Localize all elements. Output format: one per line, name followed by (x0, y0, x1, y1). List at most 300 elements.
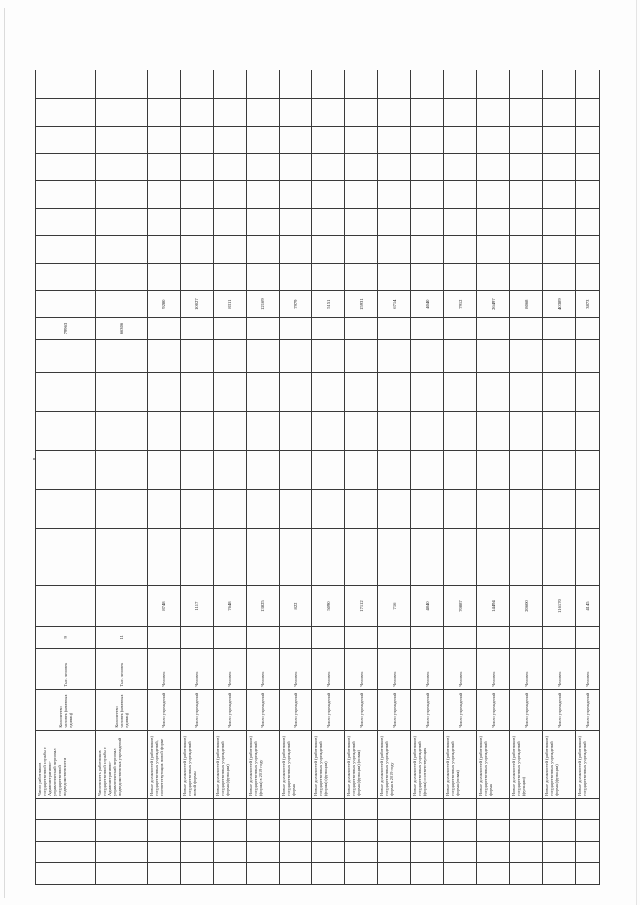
table-row (147, 70, 180, 885)
table-cell (96, 412, 147, 451)
table-cell (576, 339, 600, 372)
row-unit-label: Количество человек (штатных единиц) (96, 689, 147, 730)
table-cell (543, 99, 576, 126)
table-cell (444, 181, 477, 208)
table-cell (246, 154, 279, 181)
row-total: 8748 (147, 586, 180, 627)
table-cell (477, 373, 510, 412)
row-total: 5090 (312, 586, 345, 627)
table-cell (543, 412, 576, 451)
table-cell (543, 126, 576, 153)
table-cell (411, 863, 444, 885)
table-cell (279, 208, 312, 235)
row-unit-label: Число учреждений (411, 689, 444, 730)
row-total: 716 (378, 586, 411, 627)
table-cell (213, 181, 246, 208)
table-cell (543, 236, 576, 263)
row-total: 70887 (444, 586, 477, 627)
table-cell (510, 181, 543, 208)
row-total: 822 (279, 586, 312, 627)
row-unit-label: Число учреждений (543, 689, 576, 730)
table-cell (96, 529, 147, 586)
table-cell (543, 863, 576, 885)
row-value: 9280 (147, 290, 180, 317)
table-cell (246, 529, 279, 586)
table-row (246, 70, 279, 885)
table-cell (576, 126, 600, 153)
table-cell (279, 126, 312, 153)
table-cell (180, 181, 213, 208)
table-cell (378, 318, 411, 340)
table-cell (279, 842, 312, 864)
row-total: 7648 (213, 586, 246, 627)
table-cell (279, 154, 312, 181)
table-cell (147, 799, 180, 821)
table-cell (510, 126, 543, 153)
table-cell (180, 451, 213, 490)
table-cell (147, 373, 180, 412)
table-cell (345, 99, 378, 126)
row-value: 12169 (246, 290, 279, 317)
table-cell (312, 70, 345, 99)
row-description: Новые должностей (работников) государственных учреждений новой формы (180, 730, 213, 798)
table-cell (477, 208, 510, 235)
table-cell (213, 373, 246, 412)
table-cell (96, 236, 147, 263)
table-cell (36, 339, 96, 372)
table-cell (312, 339, 345, 372)
table-cell (411, 263, 444, 290)
table-cell (246, 70, 279, 99)
table-cell (213, 339, 246, 372)
table-cell (411, 154, 444, 181)
table-cell (576, 154, 600, 181)
table-cell (510, 236, 543, 263)
table-cell (510, 154, 543, 181)
table-cell (213, 236, 246, 263)
table-cell (96, 70, 147, 99)
row-total: 20600 (510, 586, 543, 627)
table-cell (246, 99, 279, 126)
row-value: 7912 (444, 290, 477, 317)
row-description: Численность работников государственной службы с Административно-управленческий персонал подведомственных учреждений (96, 730, 147, 798)
row-column-number: 11 (96, 627, 147, 649)
table-cell (576, 263, 600, 290)
table-cell (411, 126, 444, 153)
row-total: 4145 (576, 586, 600, 627)
row-unit: Человек (246, 648, 279, 689)
table-cell (444, 863, 477, 885)
row-unit-label: Число учреждений (213, 689, 246, 730)
table-cell (345, 820, 378, 842)
table-cell (36, 842, 96, 864)
table-cell (543, 451, 576, 490)
rotated-table (35, 70, 600, 885)
table-cell (378, 208, 411, 235)
table-cell (411, 412, 444, 451)
table-cell (213, 208, 246, 235)
table-cell (576, 490, 600, 529)
row-description: Новые должностей (работников) государственных учреждений форма в 2019 году (378, 730, 411, 798)
table-cell (444, 99, 477, 126)
table-cell (36, 236, 96, 263)
table-cell (36, 70, 96, 99)
table-cell (345, 529, 378, 586)
table-row (36, 70, 96, 885)
table-cell (312, 799, 345, 821)
row-unit: Человек (279, 648, 312, 689)
table-cell (444, 263, 477, 290)
table-cell (36, 451, 96, 490)
table-cell (96, 290, 147, 317)
table-cell (345, 318, 378, 340)
table-cell (96, 154, 147, 181)
table-cell (510, 820, 543, 842)
table-cell (576, 373, 600, 412)
row-value: 26497 (477, 290, 510, 317)
table-cell (411, 318, 444, 340)
table-cell (510, 799, 543, 821)
row-value: 7979 (279, 290, 312, 317)
row-total: 14494 (477, 586, 510, 627)
table-cell (36, 799, 96, 821)
table-cell (378, 263, 411, 290)
row-unit: Человек (147, 648, 180, 689)
table-cell (147, 842, 180, 864)
table-cell (576, 799, 600, 821)
table-cell (477, 181, 510, 208)
table-cell (543, 627, 576, 649)
row-description: Новые должностей (работников) государственных учреждений (форма) (функции) (312, 730, 345, 798)
table-cell (36, 263, 96, 290)
table-cell (213, 70, 246, 99)
table-cell (345, 126, 378, 153)
row-extra-value: 66306 (96, 318, 147, 340)
row-total: 4840 (411, 586, 444, 627)
table-cell (246, 490, 279, 529)
table-cell (444, 490, 477, 529)
table-cell (378, 842, 411, 864)
table-cell (246, 236, 279, 263)
table-cell (180, 820, 213, 842)
table-cell (213, 412, 246, 451)
table-cell (147, 263, 180, 290)
table-cell (147, 318, 180, 340)
table-cell (411, 70, 444, 99)
row-column-number: 9 (36, 627, 96, 649)
rotated-table-container (35, 70, 600, 885)
table-cell (312, 529, 345, 586)
table-cell (213, 99, 246, 126)
table-cell (180, 842, 213, 864)
table-cell (147, 863, 180, 885)
row-unit-label: Число учреждений (477, 689, 510, 730)
table-cell (576, 99, 600, 126)
table-cell (312, 627, 345, 649)
table-cell (477, 799, 510, 821)
table-cell (345, 799, 378, 821)
table-cell (510, 339, 543, 372)
table-cell (378, 490, 411, 529)
row-value: 8068 (510, 290, 543, 317)
table-cell (279, 451, 312, 490)
table-cell (477, 263, 510, 290)
table-cell (246, 627, 279, 649)
table-cell (147, 339, 180, 372)
table-cell (312, 126, 345, 153)
table-cell (180, 373, 213, 412)
table-cell (543, 339, 576, 372)
row-unit-label: Количество человек (штатных единиц) (36, 689, 96, 730)
table-cell (444, 70, 477, 99)
row-unit: Человек (411, 648, 444, 689)
row-unit-label: Число учреждений (180, 689, 213, 730)
table-cell (411, 208, 444, 235)
table-cell (213, 529, 246, 586)
table-cell (543, 820, 576, 842)
table-cell (279, 318, 312, 340)
table-cell (576, 181, 600, 208)
table-cell (543, 70, 576, 99)
table-cell (246, 373, 279, 412)
row-description: Новые должностей (работников) государственных учреждений форма (477, 730, 510, 798)
table-cell (345, 208, 378, 235)
row-total: 1117 (180, 586, 213, 627)
table-cell (312, 236, 345, 263)
table-cell (378, 126, 411, 153)
table-cell (543, 208, 576, 235)
table-row (279, 70, 312, 885)
table-cell (312, 263, 345, 290)
table-cell (543, 154, 576, 181)
table-cell (36, 154, 96, 181)
row-total: 17112 (345, 586, 378, 627)
table-cell (543, 318, 576, 340)
table-cell (180, 263, 213, 290)
table-cell (36, 412, 96, 451)
table-cell (411, 799, 444, 821)
table-cell (543, 842, 576, 864)
table-cell (312, 820, 345, 842)
table-cell (378, 373, 411, 412)
table-cell (510, 208, 543, 235)
table-cell (477, 70, 510, 99)
table-cell (345, 181, 378, 208)
table-cell (36, 290, 96, 317)
table-cell (279, 529, 312, 586)
table-row (180, 70, 213, 885)
table-cell (312, 154, 345, 181)
row-description: Новые должностей (работников) государственных учреждений (функции) (510, 730, 543, 798)
table-cell (576, 318, 600, 340)
table-cell (96, 373, 147, 412)
table-cell (147, 70, 180, 99)
table-cell (96, 99, 147, 126)
row-value: 8311 (213, 290, 246, 317)
table-cell (378, 236, 411, 263)
table-cell (180, 126, 213, 153)
table-cell (96, 799, 147, 821)
table-cell (510, 99, 543, 126)
table-cell (345, 627, 378, 649)
table-cell (411, 339, 444, 372)
row-unit: Человек (345, 648, 378, 689)
table-cell (147, 820, 180, 842)
table-cell (378, 863, 411, 885)
table-cell (510, 451, 543, 490)
row-unit: Человек (543, 648, 576, 689)
table-cell (312, 863, 345, 885)
table-cell (180, 799, 213, 821)
row-unit: Человек (477, 648, 510, 689)
table-cell (477, 490, 510, 529)
table-cell (576, 627, 600, 649)
table-cell (36, 490, 96, 529)
table-cell (378, 451, 411, 490)
row-total: 116170 (543, 586, 576, 627)
table-cell (345, 154, 378, 181)
data-table (35, 70, 600, 885)
table-cell (180, 529, 213, 586)
table-cell (312, 181, 345, 208)
table-cell (411, 529, 444, 586)
table-cell (378, 181, 411, 208)
table-cell (345, 339, 378, 372)
table-cell (477, 318, 510, 340)
table-cell (180, 154, 213, 181)
table-cell (36, 126, 96, 153)
row-unit: Человек (510, 648, 543, 689)
table-cell (96, 842, 147, 864)
table-cell (345, 451, 378, 490)
table-cell (477, 99, 510, 126)
table-cell (96, 820, 147, 842)
row-unit: Человек (378, 648, 411, 689)
table-cell (246, 412, 279, 451)
table-cell (279, 263, 312, 290)
table-cell (576, 529, 600, 586)
table-cell (36, 820, 96, 842)
table-cell (96, 181, 147, 208)
table-row (444, 70, 477, 885)
row-unit-label: Число учреждений (378, 689, 411, 730)
table-cell (36, 863, 96, 885)
table-cell (180, 863, 213, 885)
row-extra-value: 79963 (36, 318, 96, 340)
table-row (576, 70, 600, 885)
row-unit-label: Число учреждений (279, 689, 312, 730)
table-cell (246, 451, 279, 490)
row-value: 5151 (312, 290, 345, 317)
table-row (543, 70, 576, 885)
table-cell (543, 799, 576, 821)
table-cell (444, 842, 477, 864)
table-cell (246, 181, 279, 208)
table-cell (576, 412, 600, 451)
table-cell (246, 842, 279, 864)
table-cell (279, 70, 312, 99)
table-cell (147, 208, 180, 235)
table-row (312, 70, 345, 885)
table-cell (378, 627, 411, 649)
table-cell (477, 627, 510, 649)
table-cell (147, 99, 180, 126)
row-total: 13825 (246, 586, 279, 627)
table-cell (312, 412, 345, 451)
table-cell (96, 863, 147, 885)
table-cell (345, 236, 378, 263)
table-cell (147, 490, 180, 529)
table-cell (411, 373, 444, 412)
table-cell (378, 799, 411, 821)
row-unit-label: Число учреждений (576, 689, 600, 730)
table-cell (36, 373, 96, 412)
table-cell (279, 339, 312, 372)
table-cell (444, 799, 477, 821)
table-cell (411, 99, 444, 126)
table-cell (180, 490, 213, 529)
table-cell (444, 627, 477, 649)
table-cell (378, 70, 411, 99)
table-cell (444, 820, 477, 842)
table-cell (213, 842, 246, 864)
row-unit-label: Число учреждений (345, 689, 378, 730)
table-cell (279, 373, 312, 412)
table-row (378, 70, 411, 885)
table-cell (543, 373, 576, 412)
row-value: 4040 (411, 290, 444, 317)
table-cell (576, 70, 600, 99)
table-cell (543, 529, 576, 586)
table-cell (345, 373, 378, 412)
table-cell (444, 412, 477, 451)
table-cell (345, 70, 378, 99)
table-cell (279, 490, 312, 529)
table-cell (378, 99, 411, 126)
table-cell (576, 208, 600, 235)
table-cell (312, 490, 345, 529)
table-cell (312, 208, 345, 235)
table-cell (411, 181, 444, 208)
table-cell (96, 586, 147, 627)
row-value: 15931 (345, 290, 378, 317)
table-cell (279, 799, 312, 821)
table-cell (510, 863, 543, 885)
table-cell (411, 236, 444, 263)
table-cell (576, 863, 600, 885)
table-cell (543, 181, 576, 208)
table-cell (180, 627, 213, 649)
row-value: 3873 (576, 290, 600, 317)
row-unit: Человек (444, 648, 477, 689)
table-cell (147, 451, 180, 490)
table-cell (411, 451, 444, 490)
table-row (477, 70, 510, 885)
table-cell (213, 154, 246, 181)
table-cell (576, 820, 600, 842)
table-cell (444, 154, 477, 181)
table-cell (96, 208, 147, 235)
table-cell (36, 529, 96, 586)
table-cell (378, 529, 411, 586)
row-unit-label: Число учреждений (444, 689, 477, 730)
table-row (510, 70, 543, 885)
row-unit: Человек (312, 648, 345, 689)
table-cell (543, 263, 576, 290)
table-cell (279, 863, 312, 885)
table-cell (147, 412, 180, 451)
table-cell (36, 181, 96, 208)
